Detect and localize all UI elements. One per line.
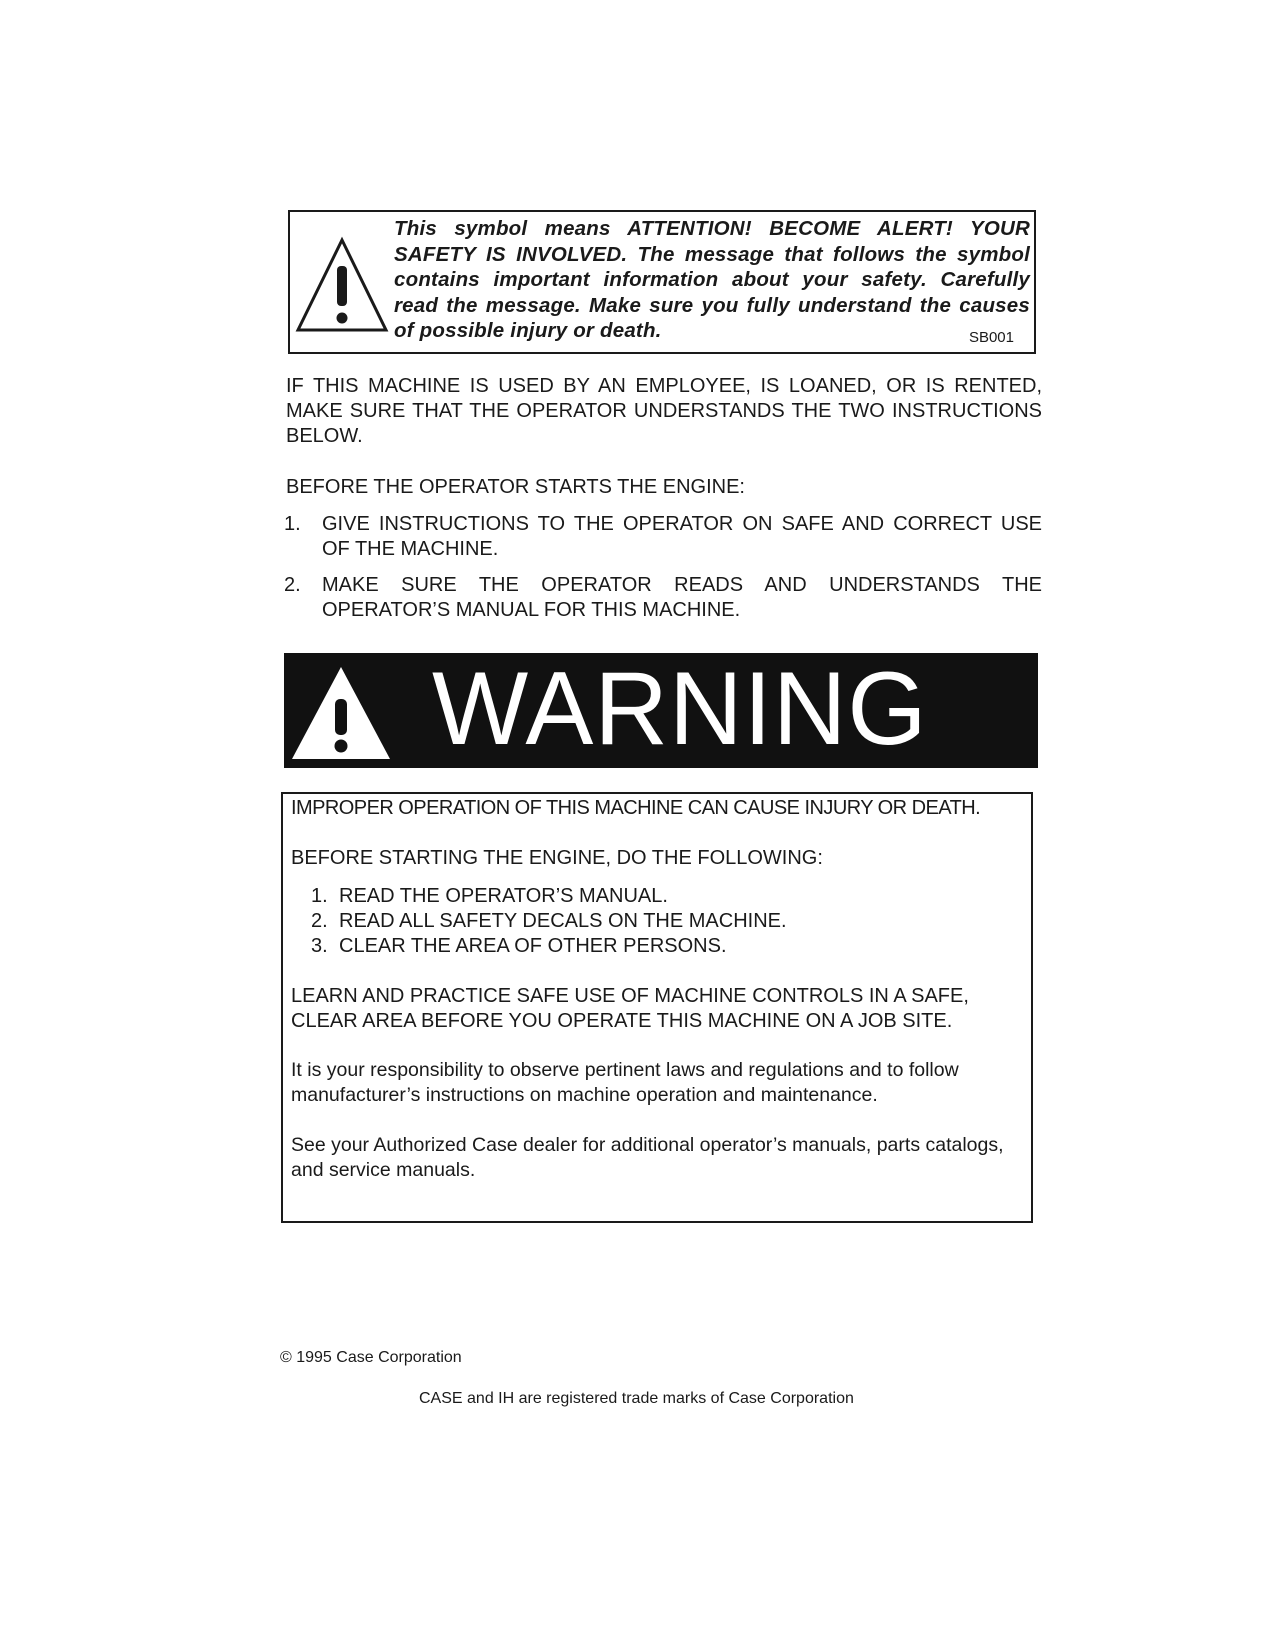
list-item [284,512,1042,562]
list-item [284,573,1042,623]
before-operator-heading: BEFORE THE OPERATOR STARTS THE ENGINE: [286,476,745,498]
copyright-notice: © 1995 Case Corporation [280,1349,462,1366]
item-number: 3. [311,935,328,957]
item-text: GIVE INSTRUCTIONS TO THE OPERATOR ON SAFE AND CORRECT USE OF THE MACHINE. [322,513,1042,560]
warning-triangle-icon [290,665,392,761]
before-starting-heading: BEFORE STARTING THE ENGINE, DO THE FOLLOWING: [291,847,823,869]
attention-message: This symbol means ATTENTION! BECOME ALERT! YOUR SAFETY IS INVOLVED. The message that follows the symbol contains important information about your safety. Carefully read the message. Make sure you fully understand the causes of possible injury or death. [394,217,1030,342]
improper-operation-text: IMPROPER OPERATION OF THIS MACHINE CAN CAUSE INJURY OR DEATH. [291,797,981,819]
list-item [311,934,787,959]
item-text: READ THE OPERATOR’S MANUAL. [339,885,668,907]
warning-banner [284,653,1038,768]
warning-text-box [281,792,1033,1223]
item-number: 1. [311,885,328,907]
employee-paragraph: IF THIS MACHINE IS USED BY AN EMPLOYEE, IS LOANED, OR IS RENTED, MAKE SURE THAT THE OPERATOR UNDERSTANDS THE TWO INSTRUCTIONS BELOW. [286,375,1042,447]
learn-practice-text: LEARN AND PRACTICE SAFE USE OF MACHINE CONTROLS IN A SAFE, CLEAR AREA BEFORE YOU OPERATE THIS MACHINE ON A JOB SITE. [291,985,969,1032]
item-number: 2. [311,910,328,932]
item-text: CLEAR THE AREA OF OTHER PERSONS. [339,935,727,957]
item-number: 1. [284,513,301,535]
list-item [311,884,787,909]
trademark-notice: CASE and IH are registered trade marks of Case Corporation [419,1390,854,1407]
responsibility-text: It is your responsibility to observe pertinent laws and regulations and to follow manufacturer’s instructions on machine operation and maintenance. [291,1059,959,1106]
warning-title: WARNING [432,653,928,767]
attention-notice-box [288,210,1036,354]
step-list [311,884,787,959]
dealer-text: See your Authorized Case dealer for additional operator’s manuals, parts catalogs, and service manuals. [291,1134,1004,1181]
safety-code: SB001 [968,329,1014,346]
item-number: 2. [284,574,301,596]
alert-triangle-icon [294,236,390,336]
item-text: MAKE SURE THE OPERATOR READS AND UNDERSTANDS THE OPERATOR’S MANUAL FOR THIS MACHINE. [322,574,1042,621]
instruction-list [284,512,1042,634]
item-text: READ ALL SAFETY DECALS ON THE MACHINE. [339,910,787,932]
list-item [311,909,787,934]
